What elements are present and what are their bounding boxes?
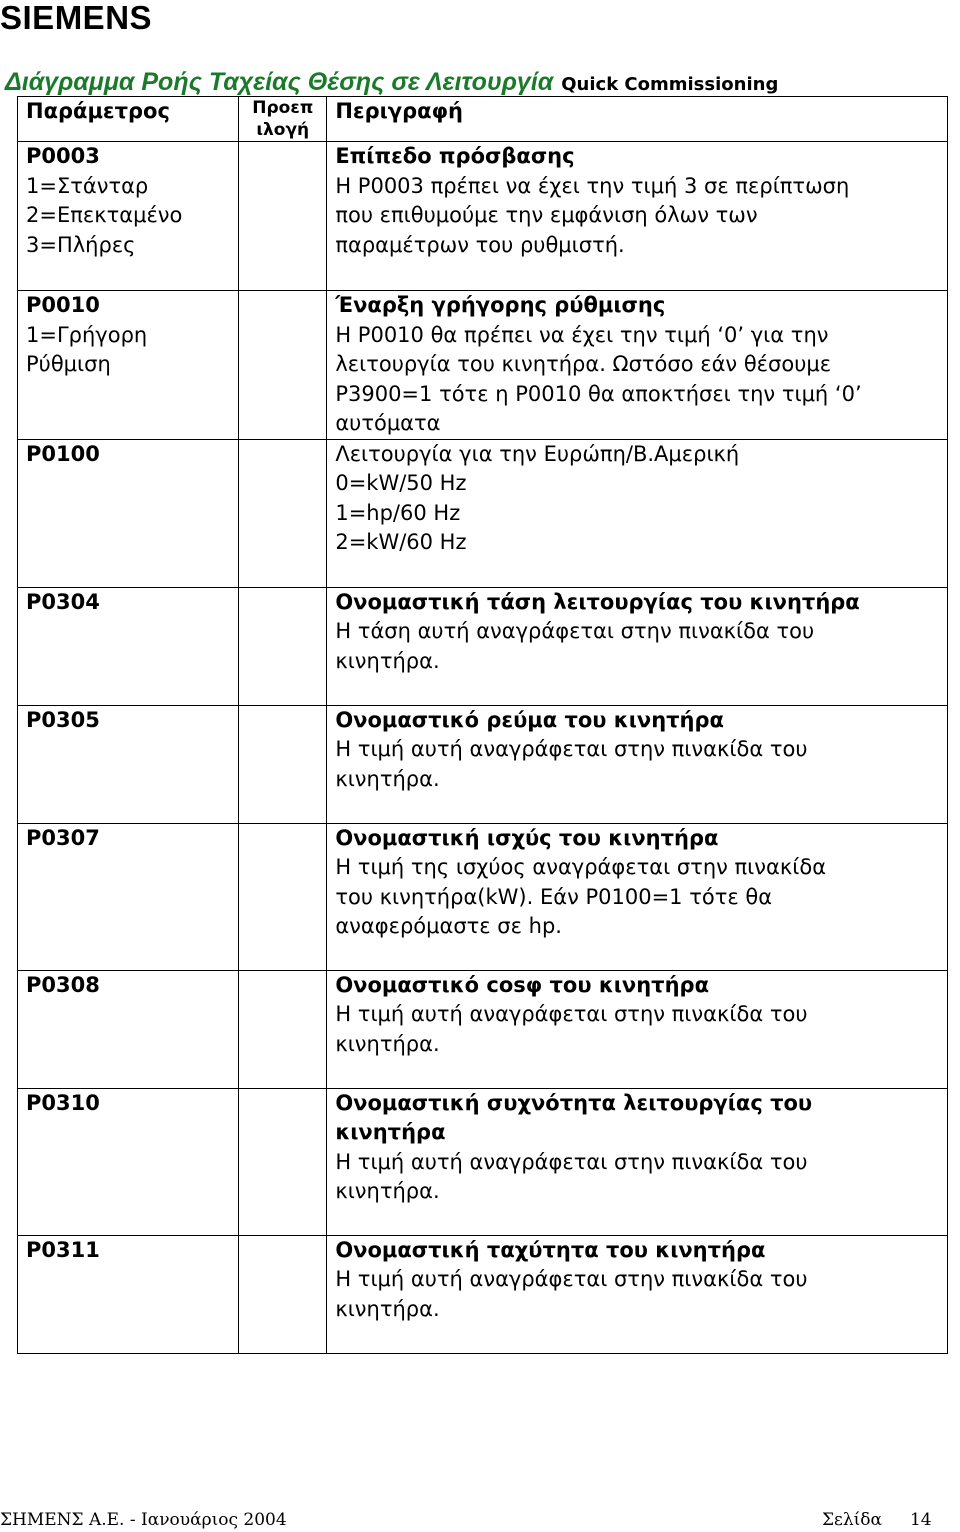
description-cell (327, 970, 948, 1088)
description-title: Ονομαστική συχνότητα λειτουργίας του κινητήρα (335, 1090, 813, 1144)
footer-page-label: Σελίδα (822, 1510, 882, 1530)
table-row (18, 705, 948, 823)
description-title: Ονομαστικό cosφ του κινητήρα (335, 972, 709, 997)
table-row (18, 970, 948, 1088)
description-line: Η P0003 πρέπει να έχει την τιμή 3 σε περίπτωση (335, 173, 850, 198)
description-title: Ονομαστική ταχύτητα του κινητήρα (335, 1237, 766, 1262)
description-title: Έναρξη γρήγορης ρύθμισης (335, 293, 666, 317)
description-cell (327, 823, 948, 970)
param-cell (18, 439, 239, 587)
param-code: P0100 (26, 441, 100, 466)
param-option: 2=Επεκταμένο (26, 203, 183, 227)
table-row (18, 291, 948, 440)
param-code: P0304 (26, 589, 100, 614)
description-line: 1=hp/60 Hz (335, 500, 461, 525)
description-line: του κινητήρα(kW). Εάν P0100=1 τότε θα (335, 884, 773, 909)
description-line: 2=kW/60 Hz (335, 530, 467, 554)
param-cell (18, 1088, 239, 1235)
table-row (18, 439, 948, 587)
brand-logo: SIEMENS (0, 0, 153, 36)
description-cell (327, 587, 948, 705)
default-cell (239, 1235, 327, 1353)
param-code: P0308 (26, 972, 100, 997)
param-cell (18, 1235, 239, 1353)
description-title: Ονομαστική τάση λειτουργίας του κινητήρα (335, 589, 860, 614)
description-line: Η τιμή αυτή αναγράφεται στην πινακίδα του (335, 1149, 808, 1174)
description-cell (327, 291, 948, 440)
default-cell (239, 970, 327, 1088)
param-code: P0307 (26, 825, 100, 850)
description-cell (327, 1235, 948, 1353)
param-option: 3=Πλήρες (26, 232, 136, 257)
description-line: κινητήρα. (335, 766, 440, 791)
description-line: Η τιμή αυτή αναγράφεται στην πινακίδα του (335, 1002, 808, 1026)
param-cell (18, 587, 239, 705)
table-header-row (18, 97, 948, 142)
description-title: Ονομαστικό ρεύμα του κινητήρα (335, 707, 724, 732)
param-cell (18, 823, 239, 970)
description-line: παραμέτρων του ρυθμιστή. (335, 232, 625, 257)
document-title-main: Διάγραμμα Ροής Ταχείας Θέσης σε Λειτουργία (5, 68, 554, 96)
param-code: P0310 (26, 1090, 100, 1115)
param-option: Ρύθμιση (26, 352, 111, 376)
description-cell (327, 1088, 948, 1235)
param-option: 1=Στάνταρ (26, 173, 149, 198)
description-line: P3900=1 τότε η P0010 θα αποκτήσει την τιμή ‘0’ (335, 381, 862, 406)
param-cell (18, 970, 239, 1088)
table-row (18, 587, 948, 705)
param-code: P0305 (26, 707, 100, 732)
description-line: αυτόματα (335, 411, 441, 435)
param-cell (18, 142, 239, 291)
param-code: P0010 (26, 293, 100, 317)
default-cell (239, 823, 327, 970)
default-cell (239, 587, 327, 705)
document-title-sub: Quick Commissioning (561, 74, 779, 95)
description-line: Η τιμή της ισχύος αναγράφεται στην πινακίδα (335, 855, 827, 879)
footer-company-date: ΣΗΜΕΝΣ Α.Ε. - Ιανουάριος 2004 (0, 1510, 287, 1530)
table-row (18, 1088, 948, 1235)
description-line: Λειτουργία για την Ευρώπη/Β.Αμερική (335, 441, 740, 466)
header-default: Προεπ ιλογή (239, 97, 327, 142)
description-line: Η τιμή αυτή αναγράφεται στην πινακίδα του (335, 737, 808, 761)
description-line: κινητήρα. (335, 648, 440, 673)
param-code: P0311 (26, 1237, 100, 1262)
description-line: κινητήρα. (335, 1031, 440, 1056)
description-line: κινητήρα. (335, 1179, 440, 1203)
default-cell (239, 142, 327, 291)
param-option: 1=Γρήγορη (26, 322, 148, 347)
default-cell (239, 439, 327, 587)
description-title: Επίπεδο πρόσβασης (335, 144, 575, 168)
param-code: P0003 (26, 144, 100, 168)
description-title: Ονομαστική ισχύς του κινητήρα (335, 825, 719, 850)
description-cell (327, 439, 948, 587)
description-line: λειτουργία του κινητήρα. Ωστόσο εάν θέσουμε (335, 352, 832, 376)
default-cell (239, 1088, 327, 1235)
description-line: Η P0010 θα πρέπει να έχει την τιμή ‘0’ για την (335, 322, 829, 347)
param-cell (18, 291, 239, 440)
description-cell (327, 142, 948, 291)
param-cell (18, 705, 239, 823)
default-cell (239, 705, 327, 823)
table-row (18, 823, 948, 970)
description-line: κινητήρα. (335, 1296, 440, 1321)
header-parameter: Παράμετρος (18, 97, 239, 142)
table-row (18, 1235, 948, 1353)
description-cell (327, 705, 948, 823)
description-line: που επιθυμούμε την εμφάνιση όλων των (335, 203, 758, 227)
description-line: Η τιμή αυτή αναγράφεται στην πινακίδα του (335, 1267, 808, 1291)
description-line: Η τάση αυτή αναγράφεται στην πινακίδα του (335, 619, 815, 643)
footer-page-number: 14 (909, 1510, 932, 1530)
header-description: Περιγραφή (327, 97, 948, 142)
description-line: 0=kW/50 Hz (335, 471, 467, 495)
default-cell (239, 291, 327, 440)
parameters-table (17, 96, 948, 1354)
table-row (18, 142, 948, 291)
footer-page (822, 1510, 932, 1530)
description-line: αναφερόμαστε σε hp. (335, 914, 562, 938)
